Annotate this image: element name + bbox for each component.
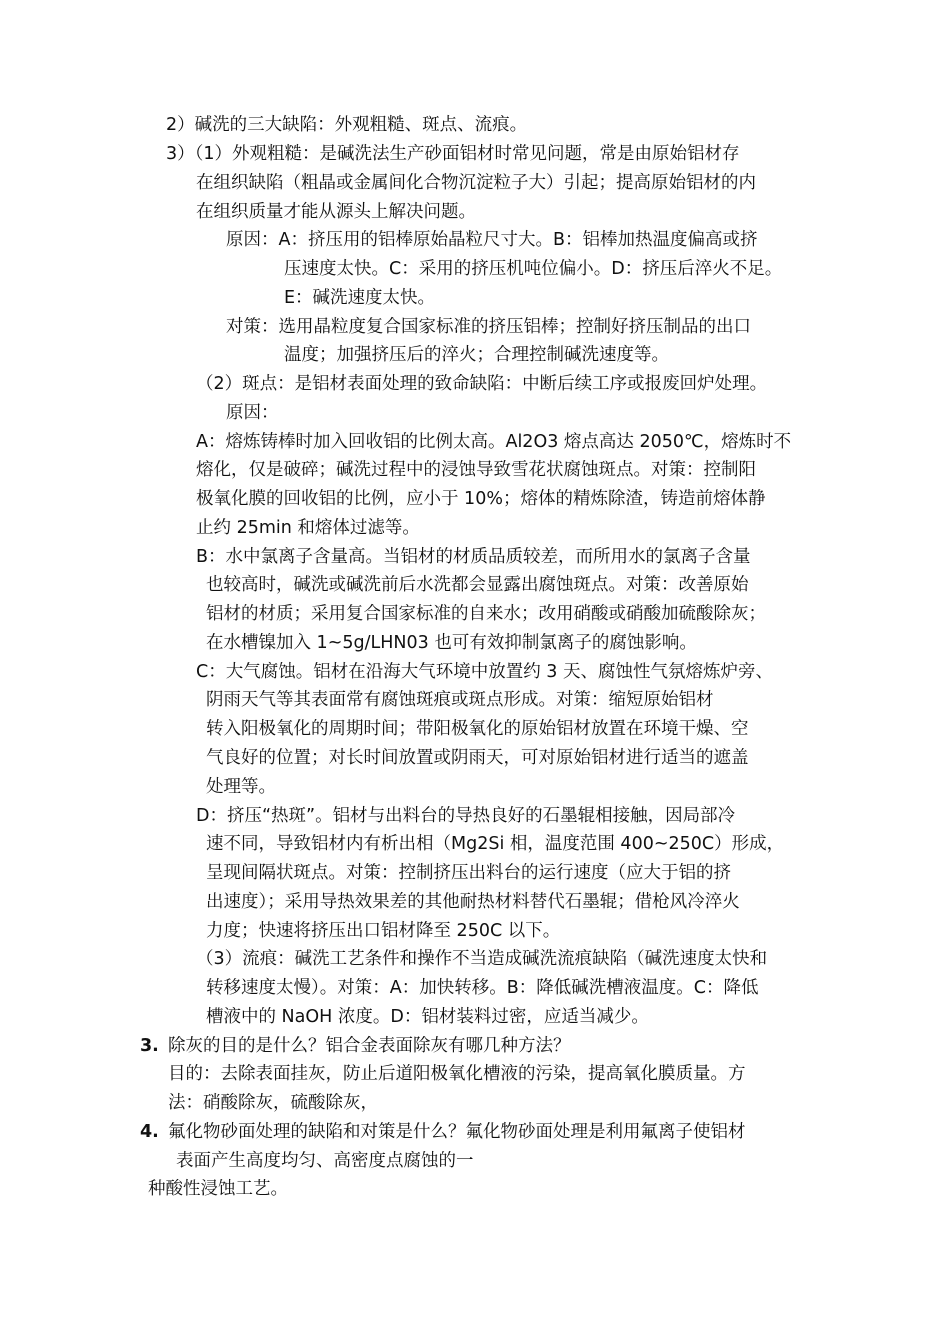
text-line-38: 种酸性浸蚀工艺。	[148, 1179, 288, 1199]
text-line-4: 在组织质量才能从源头上解决问题。	[196, 202, 476, 222]
question-number-3: 3.	[140, 1036, 159, 1056]
text-line-36: 氟化物砂面处理的缺陷和对策是什么？氟化物砂面处理是利用氟离子使铝材	[168, 1122, 746, 1142]
text-line-24: 处理等。	[206, 777, 276, 797]
text-line-29: 力度；快速将挤压出口铝材降至 250C 以下。	[206, 921, 561, 941]
text-line-16: B：水中氯离子含量高。当铝材的材质品质较差，而所用水的氯离子含量	[196, 547, 751, 567]
text-line-37: 表面产生高度均匀、高密度点腐蚀的一	[176, 1151, 474, 1171]
text-line-25: D：挤压“热斑”。铝材与出料台的导热良好的石墨辊相接触，因局部冷	[196, 806, 736, 826]
text-line-10: （2）斑点：是铝材表面处理的致命缺陷：中断后续工序或报废回炉处理。	[196, 374, 768, 394]
text-line-30: （3）流痕：碱洗工艺条件和操作不当造成碱洗流痕缺陷（碱洗速度太快和	[196, 949, 768, 969]
text-line-18: 铝材的材质；采用复合国家标准的自来水；改用硝酸或硝酸加硫酸除灰；	[206, 604, 766, 624]
text-line-22: 转入阳极氧化的周期时间；带阳极氧化的原始铝材放置在环境干燥、空	[206, 719, 749, 739]
text-line-19: 在水槽镍加入 1~5g/LHN03 也可有效抑制氯离子的腐蚀影响。	[206, 633, 697, 653]
text-line-3: 在组织缺陷（粗晶或金属间化合物沉淀粒子大）引起；提高原始铝材的内	[196, 173, 756, 193]
text-line-34: 目的：去除表面挂灰，防止后道阳极氧化槽液的污染，提高氧化膜质量。方	[168, 1064, 746, 1084]
text-line-32: 槽液中的 NaOH 浓度。D：铝材装料过密，应适当减少。	[206, 1007, 649, 1027]
text-line-1: 2）碱洗的三大缺陷：外观粗糙、斑点、流痕。	[166, 115, 528, 135]
text-line-12: A：熔炼铸棒时加入回收铝的比例太高。Al2O3 熔点高达 2050℃，熔炼时不	[196, 432, 792, 452]
text-line-7: E：碱洗速度太快。	[284, 288, 436, 308]
text-line-35: 法：硝酸除灰，硫酸除灰，	[168, 1093, 378, 1113]
text-line-5: 原因：A：挤压用的铝棒原始晶粒尺寸大。B：铝棒加热温度偏高或挤	[226, 230, 758, 250]
text-line-27: 呈现间隔状斑点。对策：控制挤压出料台的运行速度（应大于铝的挤	[206, 863, 731, 883]
text-line-9: 温度；加强挤压后的淬火；合理控制碱洗速度等。	[284, 345, 669, 365]
text-line-20: C：大气腐蚀。铝材在沿海大气环境中放置约 3 天、腐蚀性气氛熔炼炉旁、	[196, 662, 773, 682]
text-line-11: 原因：	[226, 403, 279, 423]
text-line-15: 止约 25min 和熔体过滤等。	[196, 518, 420, 538]
text-line-33: 除灰的目的是什么？铝合金表面除灰有哪几种方法？	[168, 1036, 571, 1056]
question-number-4: 4.	[140, 1122, 159, 1142]
text-line-17: 也较高时，碱洗或碱洗前后水洗都会显露出腐蚀斑点。对策：改善原始	[206, 575, 749, 595]
text-line-6: 压速度太快。C：采用的挤压机吨位偏小。D：挤压后淬火不足。	[284, 259, 783, 279]
text-line-21: 阴雨天气等其表面常有腐蚀斑痕或斑点形成。对策：缩短原始铝材	[206, 690, 714, 710]
text-line-23: 气良好的位置；对长时间放置或阴雨天，可对原始铝材进行适当的遮盖	[206, 748, 749, 768]
text-line-31: 转移速度太慢）。对策：A：加快转移。B：降低碱洗槽液温度。C：降低	[206, 978, 759, 998]
text-line-13: 熔化，仅是破碎；碱洗过程中的浸蚀导致雪花状腐蚀斑点。对策：控制阳	[196, 460, 756, 480]
text-line-28: 出速度）；采用导热效果差的其他耐热材料替代石墨辊；借枪风冷淬火	[206, 892, 740, 912]
text-line-8: 对策：选用晶粒度复合国家标准的挤压铝棒；控制好挤压制品的出口	[226, 317, 751, 337]
text-line-14: 极氧化膜的回收铝的比例，应小于 10%；熔体的精炼除渣，铸造前熔体静	[196, 489, 766, 509]
text-line-26: 速不同，导致铝材内有析出相（Mg2Si 相，温度范围 400~250C）形成，	[206, 834, 785, 854]
text-line-2: 3）（1）外观粗糙：是碱洗法生产砂面铝材时常见问题，常是由原始铝材存	[166, 144, 740, 164]
